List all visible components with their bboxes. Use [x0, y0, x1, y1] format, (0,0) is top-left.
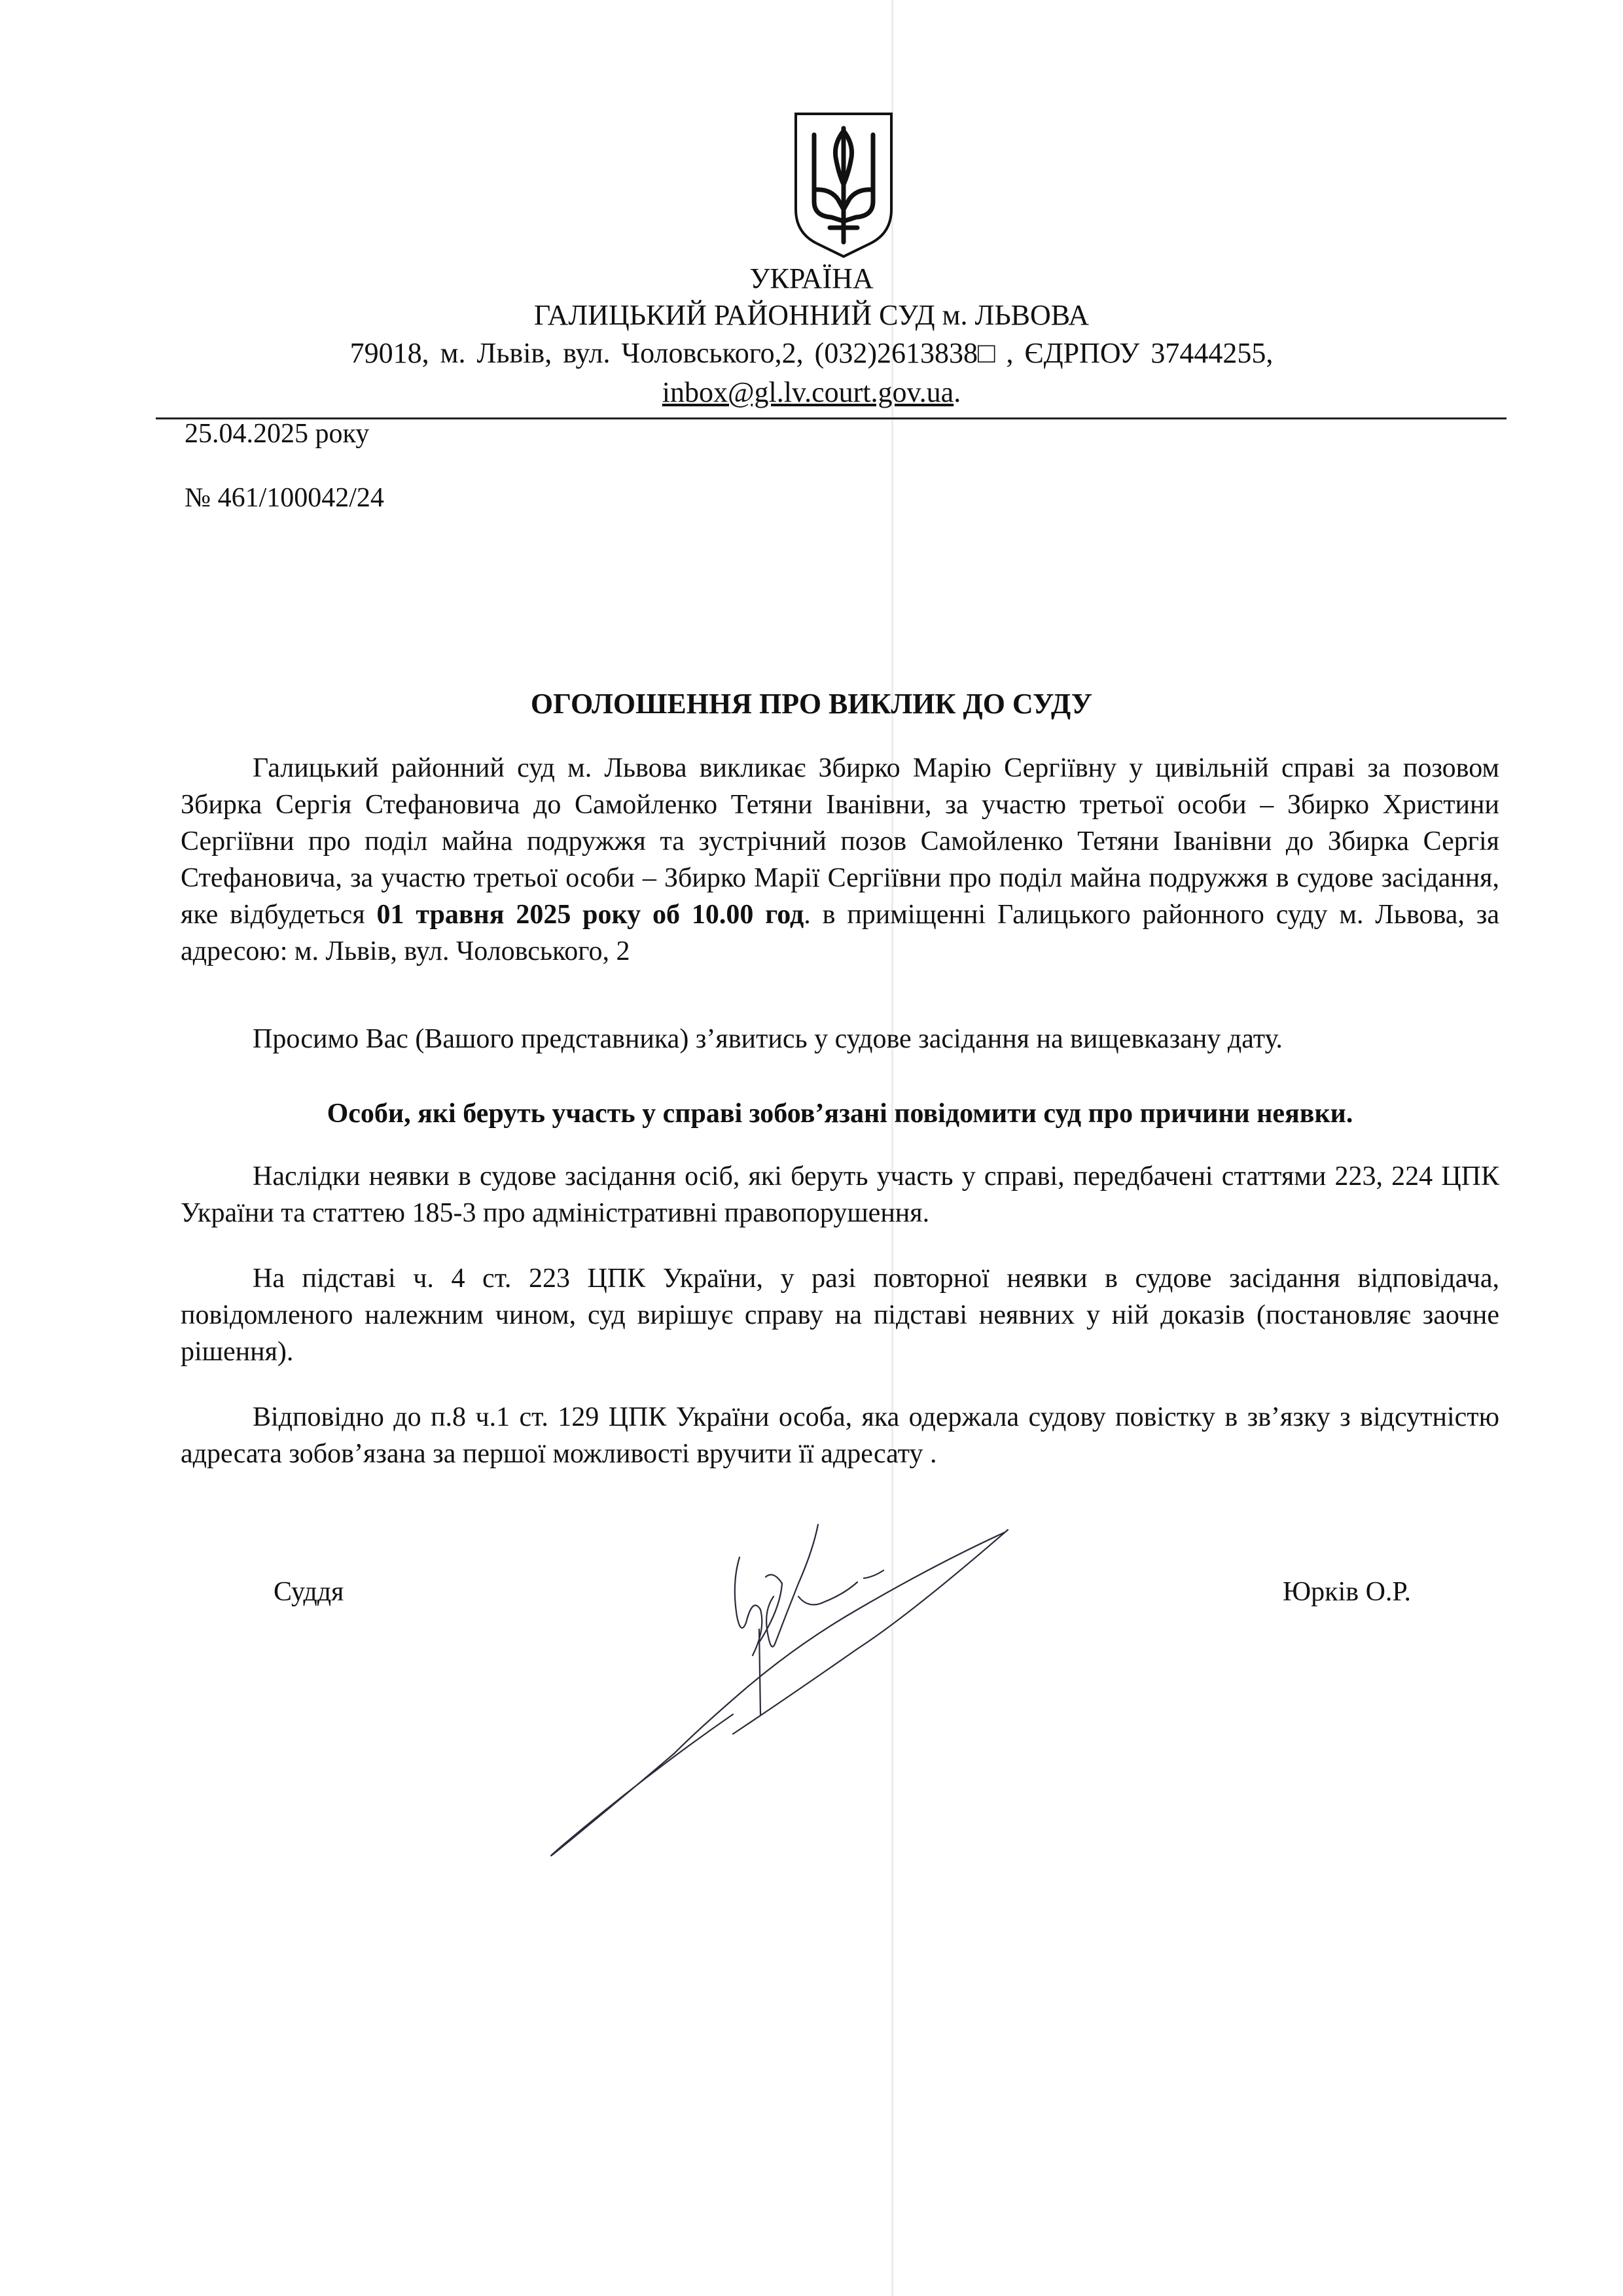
case-number: № 461/100042/24 [185, 483, 384, 513]
document-date: 25.04.2025 року [185, 419, 370, 449]
summons-location-text: . в приміщенні Галицького районного суду м. Львова, за адресою: м. Львів, вул. Чоловського, 2 [181, 900, 1499, 966]
summons-text: Галицький районний суд м. Львова викликає Збирко Марію Сергіївну у цивільній справі за позовом Збирка Сергія Стефановича до Самойленко Тетяни Іванівни, за участю третьої особи – Збирко Христини Сергіївни про поділ майна подружжя та зустрічний позов Самойленко Тетяни Іванівни до Збирка Сергія Стефановича, за участю третьої особи – Збирко Марії Сергіївни про поділ майна подружжя в судове засідання, яке відбудеться [181, 753, 1499, 930]
court-email-line [0, 376, 1623, 410]
email-suffix: . [954, 376, 961, 408]
handwritten-signature [517, 1498, 1014, 1865]
court-name: ГАЛИЦЬКИЙ РАЙОННИЙ СУД м. ЛЬВОВА [533, 299, 1090, 331]
hearing-datetime: 01 травня 2025 року об 10.00 год [376, 900, 804, 930]
judge-role: Суддя [274, 1577, 344, 1607]
consequences-paragraph: Наслідки неявки в судове засідання осіб, які беруть участь у справі, передбачені статтями 223, 224 ЦПК України та статтею 185-3 про адміністративні правопорушення. [181, 1161, 1499, 1228]
judge-name: Юрків О.Р. [1283, 1577, 1412, 1607]
summons-paragraph [181, 750, 1499, 970]
default-judgment-paragraph: На підставі ч. 4 ст. 223 ЦПК України, у разі повторної неявки в судове засідання відповідача, повідомленого належним чином, суд вирішує справу на підставі неявних у ній доказів (постановляє заочне рішення). [181, 1263, 1499, 1367]
delivery-paragraph: Відповідно до п.8 ч.1 ст. 129 ЦПК України особа, яка одержала судову повістку в зв’язку з відсутністю адресата зобов’язана за першої можливості вручити її адресату . [181, 1402, 1499, 1469]
court-address: 79018, м. Львів, вул. Чоловського,2, (032)2613838□ , ЄДРПОУ 37444255, [349, 337, 1274, 369]
notice-title: ОГОЛОШЕННЯ ПРО ВИКЛИК ДО СУДУ [530, 688, 1093, 720]
appearance-request: Просимо Вас (Вашого представника) з’явитись у судове засідання на вищевказану дату. [253, 1024, 1283, 1054]
country-heading: УКРАЇНА [749, 262, 874, 294]
court-email-link[interactable]: inbox@gl.lv.court.gov.ua [662, 376, 954, 408]
trident-emblem-icon [792, 111, 895, 259]
absence-notice: Особи, які беруть участь у справі зобов’язані повідомити суд про причини неявки. [327, 1099, 1353, 1129]
